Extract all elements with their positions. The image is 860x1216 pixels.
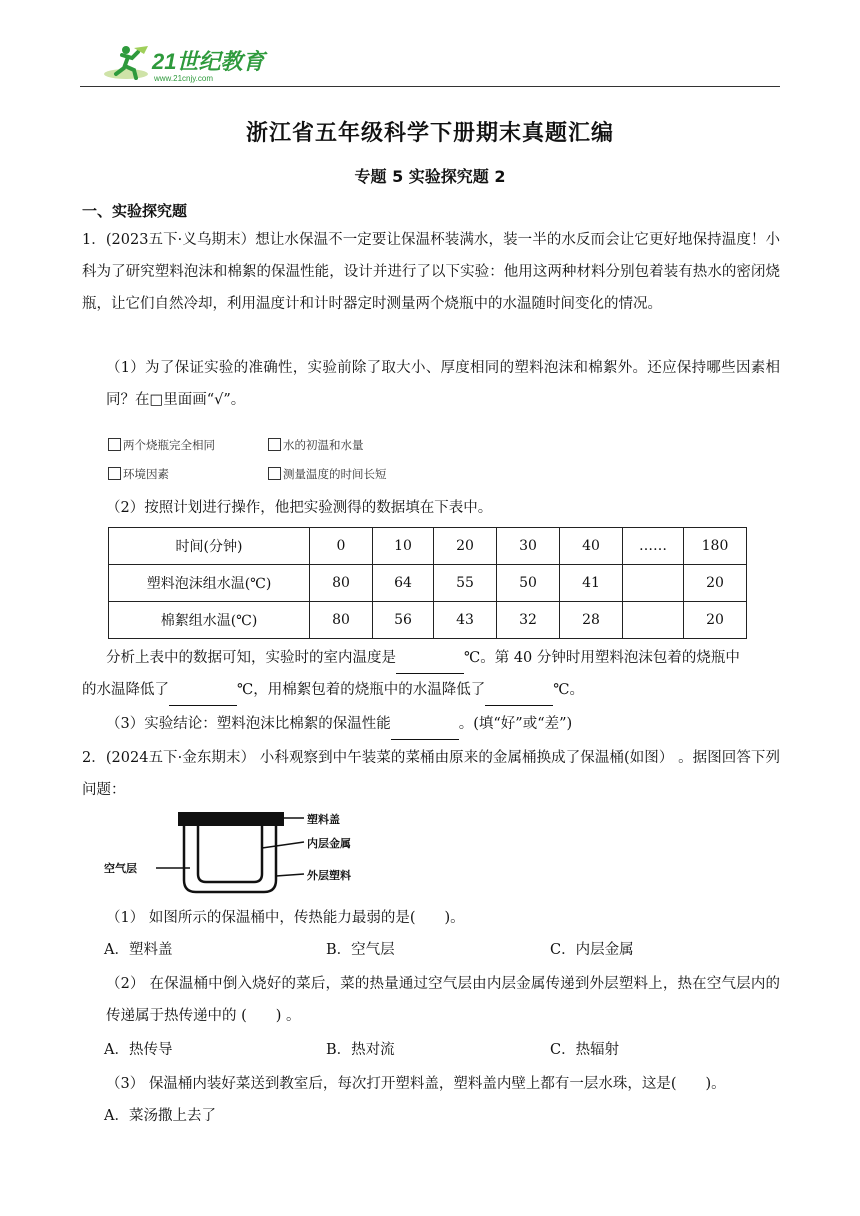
q2-sub2: （2） 在保温桶中倒入烧好的菜后，菜的热量通过空气层由内层金属传递到外层塑料上，热在空气层内的传递属于热传递中的 ( ) 。 (106, 976, 780, 1024)
q2-sub3: （3） 保温桶内装好菜送到教室后，每次打开塑料盖，塑料盖内壁上都有一层水珠，这是( )。 (106, 1076, 726, 1092)
q1-part3: （3）实验结论：塑料泡沫比棉絮的保温性能 。(填“好”或“差”) (82, 708, 780, 740)
header-divider (80, 86, 780, 87)
option-a[interactable]: A．热传导 (104, 1042, 173, 1058)
q1-part2: （2）按照计划进行操作，他把实验测得的数据填在下表中。 (106, 500, 493, 516)
q2-sub3-options (104, 1100, 784, 1132)
q1-analysis-line1: 分析上表中的数据可知，实验时的室内温度是 ℃。第 40 分钟时用塑料泡沫包着的烧瓶中 (82, 642, 780, 674)
label-outer-plastic: 外层塑料 (307, 869, 351, 882)
q2-sub1: （1） 如图所示的保温桶中，传热能力最弱的是( )。 (106, 910, 465, 926)
checkbox-environment[interactable]: 环境因素 (108, 466, 169, 482)
section-heading: 一、实验探究题 (82, 202, 188, 220)
q2-sub2-options (104, 1034, 784, 1066)
option-a[interactable]: A．菜汤撒上去了 (104, 1108, 216, 1124)
page-subtitle: 专题 5 实验探究题 2 (354, 167, 506, 186)
q1-analysis-line2: 的水温降低了 ℃，用棉絮包着的烧瓶中的水温降低了 ℃。 (82, 674, 780, 706)
table-row: 塑料泡沫组水温(℃) 80 64 55 50 41 20 (109, 565, 747, 602)
option-c[interactable]: C．内层金属 (550, 942, 634, 958)
answer-blank-room-temp[interactable] (396, 655, 464, 674)
checkbox-water-temp[interactable]: 水的初温和水量 (268, 437, 364, 453)
checkbox-square-icon (268, 438, 281, 451)
q1-intro: 1．(2023五下·义乌期末）想让水保温不一定要让保温杯装满水，装一半的水反而会让它更好地保持温度！小科为了研究塑料泡沫和棉絮的保温性能，设计并进行了以下实验：他用这两种材料分别包着装有热水的密闭烧瓶，让它们自然冷却，利用温度计和计时器定时测量两个烧瓶中的水温随时间变化的情况。 (82, 232, 780, 312)
label-air-layer: 空气层 (104, 862, 137, 875)
checkbox-square-icon (108, 467, 121, 480)
q2-sub1-options (104, 934, 784, 966)
answer-blank-conclusion[interactable] (391, 721, 459, 740)
answer-blank-foam-drop[interactable] (169, 687, 237, 706)
option-b[interactable]: B．空气层 (326, 942, 395, 958)
option-a[interactable]: A．塑料盖 (104, 942, 173, 958)
answer-blank-cotton-drop[interactable] (485, 687, 553, 706)
table-row: 棉絮组水温(℃) 80 56 43 32 28 20 (109, 602, 747, 639)
label-inner-metal: 内层金属 (307, 837, 351, 850)
page-title: 浙江省五年级科学下册期末真题汇编 (245, 120, 614, 146)
q2-intro: 2．(2024五下·金东期末） 小科观察到中午装菜的菜桶由原来的金属桶换成了保温桶(如图） 。据图回答下列问题： (82, 750, 780, 798)
table-row: 时间(分钟) 0 10 20 30 40 …… 180 (109, 528, 747, 565)
checkbox-square-icon (108, 438, 121, 451)
label-lid: 塑料盖 (307, 813, 340, 826)
checkbox-same-flask[interactable]: 两个烧瓶完全相同 (108, 437, 215, 453)
site-logo (104, 44, 274, 84)
option-c[interactable]: C．热辐射 (550, 1042, 620, 1058)
checkbox-square-icon (268, 467, 281, 480)
q1-part1: （1）为了保证实验的准确性，实验前除了取大小、厚度相同的塑料泡沫和棉絮外。还应保持哪些因素相同？在□里面画“√”。 (106, 360, 780, 408)
option-b[interactable]: B．热对流 (326, 1042, 395, 1058)
data-table (108, 527, 747, 639)
checkbox-measure-time[interactable]: 测量温度的时间长短 (268, 466, 387, 482)
logo-url: www.21cnjy.com (154, 74, 213, 83)
logo-text: 21世纪教育 (152, 49, 265, 74)
thermos-figure (104, 808, 374, 900)
